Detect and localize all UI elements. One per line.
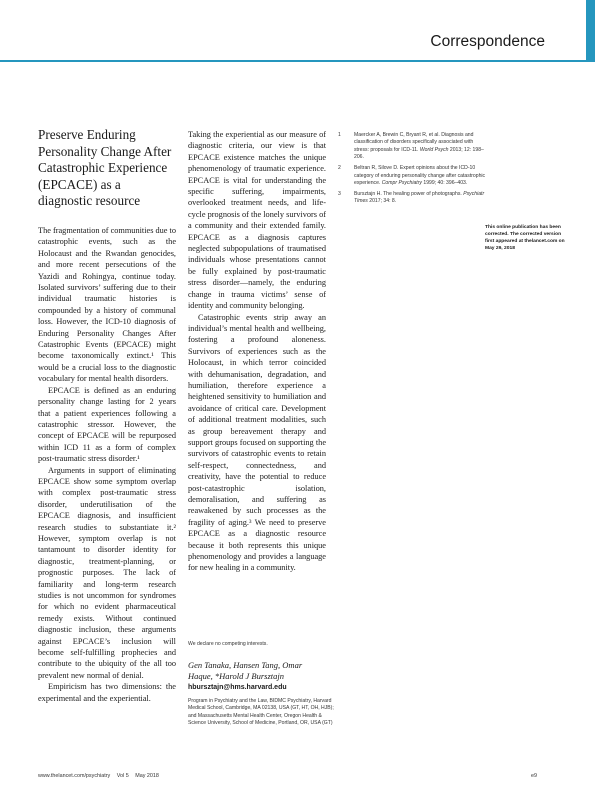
reference-journal: World Psych [419, 146, 449, 153]
author-list: Gen Tanaka, Hansen Tang, Omar Haque, *Harold J Bursztajn [188, 660, 303, 681]
reference-citation: 2013; 12: 198–206. [354, 146, 484, 161]
reference-text: Maercker A, Brewin C, Bryant R, et al. Diagnosis and classification of disorders specifically associated with stress: proposals for ICD-11. [354, 132, 474, 153]
page-number: e9 [531, 773, 537, 779]
reference-number: 2 [338, 165, 341, 172]
paragraph-4-continued: Taking the experiential as our measure of diagnostic criteria, our view is that EPCACE existence matches the unique phenomenology of traumatic experience. EPCACE is vital for understanding the specific suffering, impairments, overlooked treatment needs, and life-cycle prognosis of the lonely survivors of a community and their extended family. EPCACE as a diagnosis captures neglected subpopulations of traumatised individuals whose presentations cannot be fully explained by post-traumatic stress disorder—namely, the enduring change in trauma victims’ sense of identity and community belonging. [188, 130, 326, 311]
competing-interests: We declare no competing interests. [188, 641, 268, 647]
correction-notice: This online publication has been corrected. The corrected version first appeared at thelancet.com on May 29, 2018 [485, 225, 565, 252]
journal-url[interactable]: www.thelancet.com/psychiatry [38, 773, 111, 779]
paragraph-5: Catastrophic events strip away an individual’s mental health and wellbeing, fostering a profound aloneness. Survivors of experiences such as the Holocaust, in which terror coincided with dehumanisation, degradation, and humiliation, therefore experience a heightened sensitivity to humiliation and avoidance of critical care. Development of additional treatment modalities, such as group bereavement therapy and support groups focused on supporting the survivors of catastrophic events to retain self-respect, connectedness, and creativity, have the potential to reduce post-catastrophic isolation, demoralisation, and suffering as reawakened by such processes as the fragility of aging.³ We need to preserve EPCACE as a diagnostic resource because it both represents this unique phenomenology and provides a language for new healing in a community. [188, 312, 326, 573]
author-affiliation: Program in Psychiatry and the Law, BIDMC Psychiatry, Harvard Medical School, Cambridge, MA 02138, USA (GT, HT, OH, HJB); and Massachusetts Mental Health Center, Oregon Health & Science University, School of Medicine, Portland, OR, USA (GT) [188, 698, 334, 727]
reference-number: 3 [338, 190, 341, 197]
paragraph-3: Arguments in support of eliminating EPCACE show some symptom overlap with complex post-traumatic stress disorder, underutilisation of the EPCACE diagnosis, and insufficient research studies to substantiate it.² However, symptom overlap is not tantamount to disorder identity for diagnostic, treatment-planning, or prognostic purposes. The lack of familiarity and long-term research studies is not uncommon for syndromes for which no evident pharmaceutical remedy exists. Without continued diagnostic inclusion, these arguments against EPCACE’s inclusion will become self-fulfilling prophecies and contribute to the ubiquity of the all too prevalent new normal of denial. [38, 465, 176, 680]
reference-item [338, 191, 488, 206]
article-title: Preserve Enduring Personality Change After Catastrophic Experience (EPCACE) as a diagnostic resource [38, 127, 172, 208]
page-footer [38, 773, 164, 779]
reference-journal: Psychiatr Times [354, 190, 485, 205]
reference-number: 1 [338, 132, 341, 138]
reference-text: Beltran R, Silove D. Expert opinions about the ICD-10 category of enduring personality change after catastrophic experience. [354, 165, 486, 186]
reference-item [338, 165, 488, 187]
section-tab-marker [586, 0, 595, 62]
reference-text: Bursztajn H. The healing power of photographs. [354, 190, 464, 197]
reference-journal: Compr Psychiatry [381, 179, 422, 186]
issue-date: May 2018 [135, 773, 159, 779]
reference-list [338, 132, 488, 209]
section-header: Correspondence [430, 33, 545, 50]
body-column-1 [38, 225, 176, 704]
volume-label: Vol 5 [116, 773, 129, 779]
paragraph-4-start: Empiricism has two dimensions: the experimental and the experiential. [38, 682, 176, 703]
paragraph-1: The fragmentation of communities due to catastrophic events, such as the Holocaust and the Rwandan genocides, and more recent persecutions of the Yazidi and Rohingya, continue today. Isolated survivors’ suffering due to their individual traumatic histories is compounded by a history of communal loss. However, the ICD-10 diagnosis of Enduring Personality Changes After Catastrophic Events (EPCACE) might become taxonomically extinct.¹ This would be a crucial loss to the diagnostic vocabulary for mental health disorders. [38, 226, 177, 384]
header-divider [0, 60, 586, 62]
reference-citation: 2017; 34: 8. [367, 198, 397, 205]
reference-item [338, 132, 488, 162]
corresponding-email[interactable]: hbursztajn@hms.harvard.edu [188, 684, 287, 691]
body-column-2 [188, 129, 326, 574]
paragraph-2: EPCACE is defined as an enduring personality change lasting for 2 years that a patient experiences following a catastrophic stressor. However, the concept of EPCACE will be repurposed within ICD 11 as a form of complex post-traumatic stress disorder.¹ [38, 385, 176, 464]
reference-citation: 1999; 40: 396–403. [421, 179, 468, 186]
